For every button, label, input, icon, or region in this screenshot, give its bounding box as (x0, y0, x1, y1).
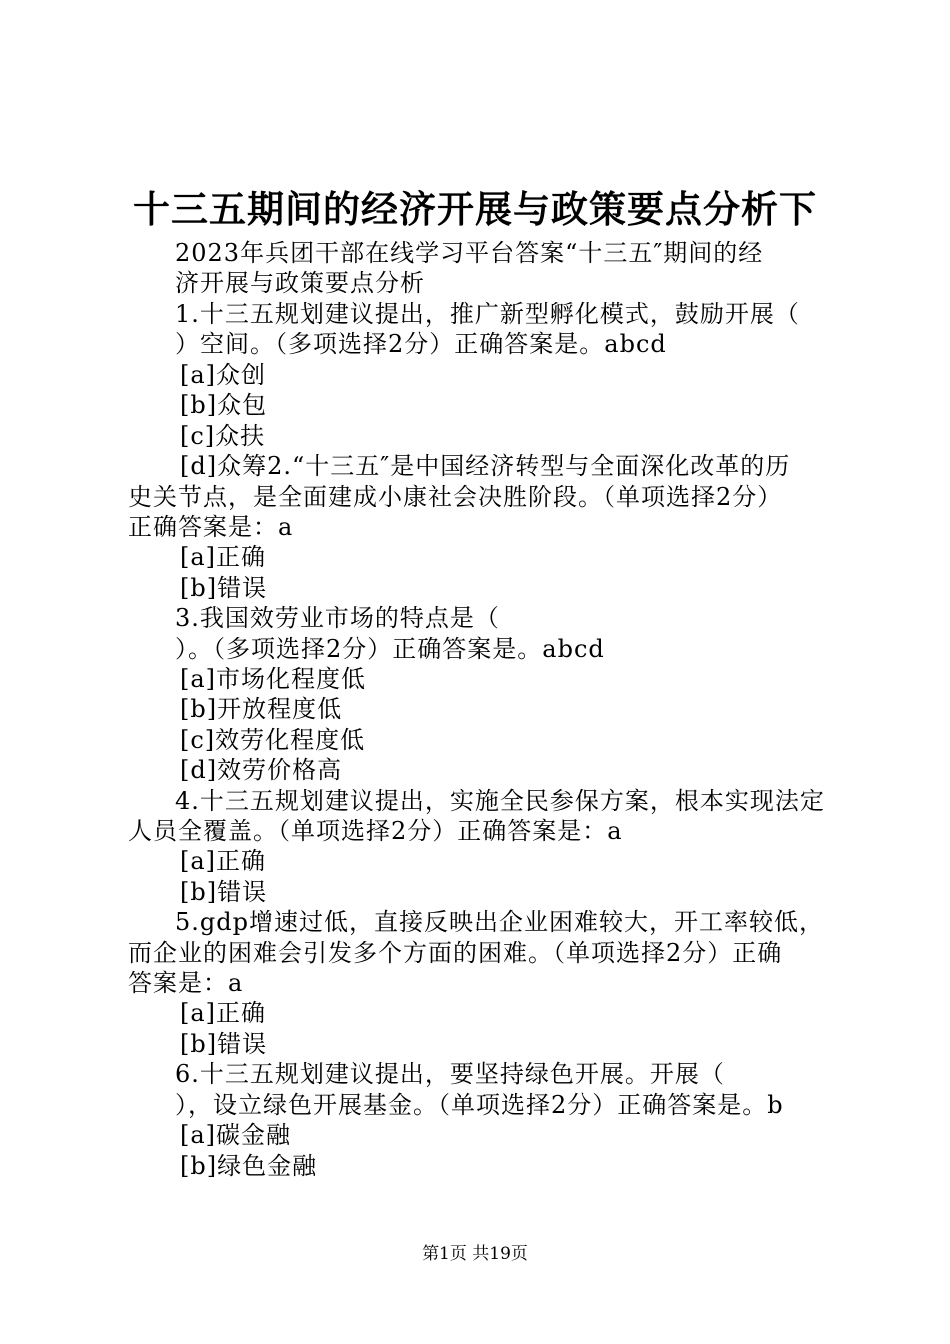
text-line: ），设立绿色开展基金。（单项选择2分）正确答案是。b (175, 1091, 784, 1119)
option-line: [b]开放程度低 (180, 695, 343, 723)
option-line: [a]市场化程度低 (180, 665, 367, 693)
text-line: 史关节点，是全面建成小康社会决胜阶段。（单项选择2分） (128, 483, 783, 511)
page-number-footer: 第1页 共19页 (422, 1244, 528, 1264)
option-line: [b]错误 (180, 574, 268, 602)
text-line: 而企业的困难会引发多个方面的困难。（单项选择2分）正确 (128, 939, 783, 967)
option-line: [a]正确 (180, 543, 267, 571)
option-line: [a]碳金融 (180, 1121, 292, 1149)
option-line: [a]正确 (180, 847, 267, 875)
option-line: [c]效劳化程度低 (180, 726, 366, 754)
text-line: 人员全覆盖。（单项选择2分）正确答案是：a (128, 817, 623, 845)
option-line: [b]众包 (180, 391, 268, 419)
option-line: [c]众扶 (180, 422, 266, 450)
text-line: 2023年兵团干部在线学习平台答案“十三五″期间的经 (175, 239, 764, 267)
text-line: ）。（多项选择2分）正确答案是。abcd (175, 635, 605, 663)
option-line: [d]众筹2.“十三五″是中国经济转型与全面深化改革的历 (180, 452, 791, 480)
option-line: [b]错误 (180, 1030, 268, 1058)
text-line: ）空间。（多项选择2分）正确答案是。abcd (175, 330, 667, 358)
option-line: [b]错误 (180, 878, 268, 906)
option-line: [b]绿色金融 (180, 1152, 318, 1180)
text-line: 4.十三五规划建议提出，实施全民参保方案，根本实现法定 (175, 787, 825, 815)
text-line: 1.十三五规划建议提出，推广新型孵化模式，鼓励开展（ (175, 300, 800, 328)
option-line: [a]正确 (180, 999, 267, 1027)
text-line: 正确答案是：a (128, 513, 294, 541)
document-title: 十三五期间的经济开展与政策要点分析下 (133, 187, 817, 231)
text-line: 3.我国效劳业市场的特点是（ (175, 604, 500, 632)
option-line: [a]众创 (180, 361, 267, 389)
text-line: 济开展与政策要点分析 (175, 269, 425, 297)
option-line: [d]效劳价格高 (180, 756, 343, 784)
text-line: 6.十三五规划建议提出，要坚持绿色开展。开展（ (175, 1060, 725, 1088)
text-line: 5.gdp增速过低，直接反映出企业困难较大，开工率较低， (175, 908, 824, 936)
text-line: 答案是：a (128, 969, 244, 997)
